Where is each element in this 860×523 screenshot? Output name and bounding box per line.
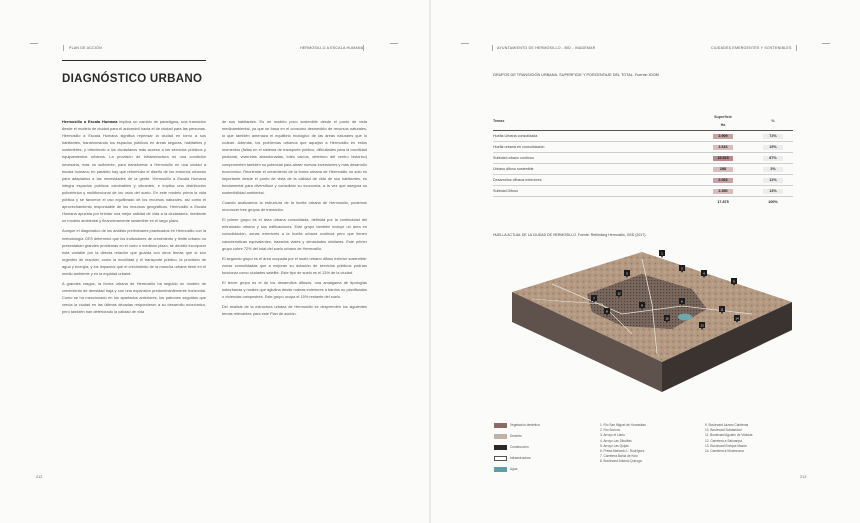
table-total-row (493, 197, 793, 208)
paragraph: El segundo grupo es el área ocupada por el suelo urbano difuso exterior sostenible: zonas consolidadas que a mejoran su dotación de servicios públicos podrían funcionar como ciudades satélite. Este tipo de suelo es el 13% de la ciudad. (222, 255, 367, 275)
col-header-units: Ha (720, 123, 726, 127)
place-item: 5. Arroyo Las Quijas (600, 443, 629, 448)
place-item: 8. Boulevard Antonio Quiroga (600, 459, 642, 464)
left-header-section: PLAN DE ACCIÓN (69, 46, 102, 50)
marker-label: 1 (661, 251, 663, 256)
place-item: 11. Boulevard Agustín de Vildosla (705, 433, 753, 438)
table-row (493, 164, 793, 175)
marker-label: 11 (720, 307, 724, 312)
row-tema: Desarrollos difusos exteriores (493, 175, 693, 186)
header-tick (492, 45, 493, 51)
row-pct: 72% (763, 134, 783, 139)
total-superficie: 17.875 (717, 200, 729, 204)
row-superficie: 2.350 (713, 189, 733, 194)
row-tema: Huella urbana en consolidación (493, 142, 693, 153)
legend-swatch (494, 423, 507, 428)
places-list-2 (705, 423, 752, 454)
right-header-program: CIUDADES EMERGENTES Y SOSTENIBLES (711, 46, 792, 50)
paragraph: de sus habitantes. Es un modelo poco sostenible desde el punto de vista medioambiental, ya que se basa en el consumo desmedido de recursos naturales, lo que también amenaza el equilibrio ecológico de las áreas naturales que lo rodean. Además, los problemas urbanos que aquejan a Hermosillo en estos momentos (fallas en el sistema de transporte público, dificultades para la movilidad peatonal, viviendas abandonadas, lotes vacíos, deterioro del centro histórico) comprometen también su potencial para atraer nuevas inversiones y más desarrollo económico. Reorientar el crecimiento de la forma urbana de Hermosillo no solo es importante desde el punto de vista de la calidad de vida de sus habitantes; es fundamental para diversificar y consolidar su economía, a la vez que asegura su sostenibilidad ambiental. (222, 119, 367, 195)
total-pct: 100% (768, 200, 778, 204)
place-item: 1. Río San Miguel de Horcasitas (600, 423, 646, 427)
row-pct: 12% (763, 178, 783, 183)
legend-swatch (494, 456, 507, 461)
page-title: DIAGNÓSTICO URBANO (62, 73, 203, 85)
paragraph: A grandes rasgos, la forma urbana de Hermosillo ha seguido un modelo de crecimiento de densidad baja y con una expansión predominantemente horizontal. Como se ha mencionado en los apartados anteriores, los patrones seguidos que crecía la ciudad en las últimas décadas responderon a su desarrollo económico, pero también han deteriorado la calidad de vida (62, 281, 206, 315)
row-tema: Subtotal Difuso (493, 186, 693, 197)
paragraph: Cuando analizamos la estructura de la huella urbana de Hermosillo, podemos reconocer tres grupos de transición. (222, 200, 367, 213)
places-list-1 (600, 423, 646, 465)
marker-label: 12 (617, 291, 621, 296)
paragraph: El tercer grupo es el de los desarrollos difusos, una amalgama de tipologías suburbanas y rurales que aglutina desde rodeas exteriores a barrios no planificados o viviendas campestres. Este grupo ocupa el 15% restante del suelo. (222, 279, 367, 300)
left-header-title: HERMOSILLO A ESCALA HUMANA (300, 46, 364, 50)
row-pct: 87% (763, 156, 783, 161)
col-header-pct: % (753, 112, 793, 131)
marker-label: 2 (681, 266, 683, 271)
header-tick (63, 45, 64, 51)
col-header-temas: Temas (493, 112, 693, 131)
marker-label: 10 (665, 316, 669, 321)
map-marker (659, 250, 665, 258)
header-tick (363, 45, 364, 51)
place-item: 10. Boulevard Solidaridad (705, 428, 742, 433)
corner-mark (461, 43, 469, 44)
corner-mark (390, 43, 398, 44)
page-number: 213 (800, 475, 807, 479)
marker-label: 4 (703, 271, 705, 276)
place-item: 4. Arroyo Las Sibulitas (600, 438, 632, 443)
text-column-2 (222, 118, 367, 320)
city-footprint-map (492, 244, 802, 394)
marker-label: 8 (606, 309, 608, 314)
row-tema: Subtotal urbano continuo (493, 153, 693, 164)
paragraph: El primer grupo es el área urbana consolidada, definida por la continuidad del entramado urbano y sus edificaciones. Este grupo también incluye un área en consolidación, zonas exteriores a la huella urbana continua pero que tienen características equivalentes, trazados viales y densidades similares. Este primer grupo cubre 72% del total del suelo urbano de Hermosillo. (222, 217, 367, 251)
text-column-1 (62, 118, 206, 319)
corner-mark (30, 43, 38, 44)
legend-swatch (494, 434, 507, 439)
place-item: 9. Boulevard Lázaro Cárdenas (705, 423, 749, 427)
marker-label: 6 (681, 299, 683, 304)
map-legend (492, 421, 802, 476)
table-row (493, 142, 793, 153)
row-pct: 2% (763, 167, 783, 172)
row-pct: 15% (763, 145, 783, 150)
marker-label: 5 (733, 279, 735, 284)
table-row (493, 175, 793, 186)
page-number: 212 (36, 475, 43, 479)
table-header-row (493, 112, 793, 131)
table-caption: GRUPOS DE TRANSICIÓN URBANA, SUPERFICIE Y PORCENTAJE DEL TOTAL. Fuente: IDOM (493, 73, 659, 77)
row-superficie: 2.616 (713, 145, 733, 150)
place-item: 6. Presa Abelardo L. Rodríguez (600, 449, 645, 454)
row-tema: Urbano difuso sostenible (493, 164, 693, 175)
header-tick (796, 45, 797, 51)
right-header-org: AYUNTAMIENTO DE HERMOSILLO - BID - INADEMAR (497, 46, 596, 50)
water-body (678, 314, 692, 321)
row-pct: 13% (763, 189, 783, 194)
marker-label: 7 (593, 296, 595, 301)
legend-label: Agua (510, 467, 518, 471)
table-row (493, 131, 793, 142)
place-item: 14. Carretera a Moctezuma (705, 449, 744, 454)
legend-swatch (494, 467, 507, 472)
row-superficie: 2.063 (713, 178, 733, 183)
marker-label: 13 (700, 323, 704, 328)
legend-swatch (494, 445, 507, 450)
place-item: 12. Carretera a Sahuaripa (705, 438, 742, 443)
marker-label: 9 (641, 303, 643, 308)
paragraph: Hermosillo a Escala Humana implica un cambio de paradigma, una transición desde el modelo de ciudad para el automóvil hacia el de ciudad para las personas. Hermosillo a Escala Humana significa repensar la ciudad en torno a sus habitantes, transformando los espacios públicos en áreas seguras, habitables y sostenibles, y ofreciendo a los ciudadanos más acceso a los servicios públicos y equipamientos urbanos. La provisión de infraestructura es una condición necesaria, mas no suficiente, para transformar a Hermosillo en una ciudad a escala humana; en paralelo hay que reformular el diseño de los entornos urbanos para adaptarlos a las necesidades de la gente. Hermosillo a Escala Humana integra espacios públicos caminables y vibrantes, e implica una distribución policéntrica y multifuncional de los usos del suelo. En este modelo prima la vida pública y se favorece el uso equilibrado de los recursos naturales, así como el aprovechamiento responsable de los recursos geográficos. Hermosillo a Escala Humana apuesta por brindar una mejor calidad de vida a la ciudadanía, mediante un modelo ambiental y financieramente sostenible en el largo plazo. (62, 119, 206, 224)
marker-label: 14 (735, 316, 739, 321)
place-item: 13. Boulevard Enrique Mazón (705, 443, 747, 448)
row-tema: Huella Urbana consolidada (493, 131, 693, 142)
table-row (493, 186, 793, 197)
transition-groups-table (493, 112, 793, 207)
legend-label: Infraestructura (510, 456, 531, 460)
legend-label: Construcción (510, 445, 529, 449)
row-superficie: 288 (713, 167, 733, 172)
row-superficie: 2.909 (713, 134, 733, 139)
paragraph: Del análisis de la estructura urbana de Hermosillo se desprenden los siguientes temas relevantes para este Plan de acción. (222, 304, 367, 317)
row-superficie: 15.525 (713, 156, 733, 161)
map-caption: HUELLA ACTUAL DE LA CIUDAD DE HERMOSILLO. Fuente: Rethinking Hermosillo, GSD (2017). (493, 233, 647, 237)
place-item: 2. Río Sonora (600, 428, 620, 433)
corner-mark (822, 43, 830, 44)
legend-label: Vegetación desértica (510, 423, 540, 427)
place-item: 3. Arroyo el Llano (600, 433, 625, 438)
title-rule (62, 60, 206, 61)
paragraph-lead: Hermosillo a Escala Humana (62, 119, 118, 124)
paragraph: Aunque el diagnóstico de los análisis preliminares practicados en Hermosillo con la metodología CES determinó que los indicadores de crecimiento y límite urbano no presentaban grandes problemas en el corto o mediano plazo, se decidió incorporar esta variable por la directa relación que guarda con otros temas que sí son urgentes de resolver, como la movilidad y el transporte público, la provisión de agua y energía, y los impactos que el crecimiento de la mancha urbana tiene en el medio ambiente y en la equidad urbana. (62, 228, 206, 276)
legend-label: Desierto (510, 434, 522, 438)
col-header-superficie: Superficie Ha (693, 112, 753, 131)
table-row (493, 153, 793, 164)
place-item: 7. Carretera Bahía de Kino (600, 454, 638, 459)
marker-label: 3 (626, 271, 628, 276)
